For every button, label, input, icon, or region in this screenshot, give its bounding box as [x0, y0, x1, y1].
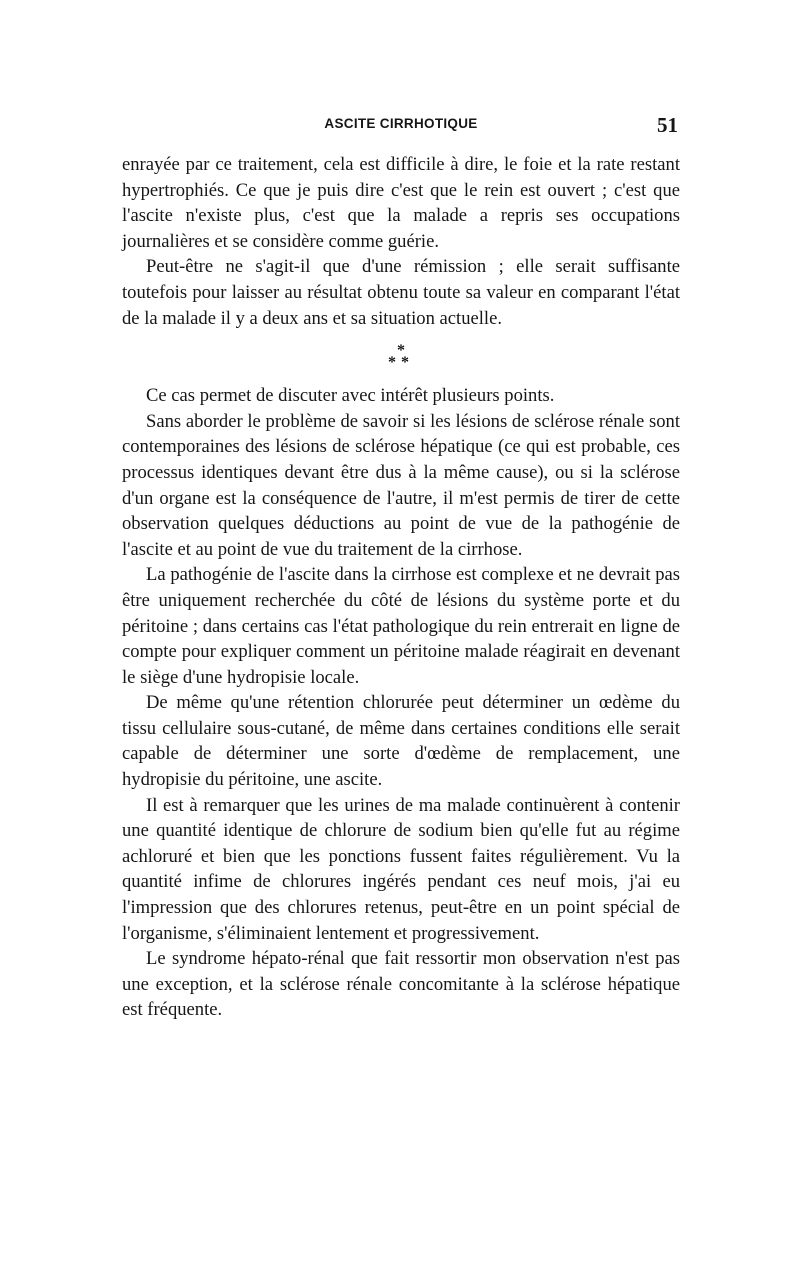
asterism-top: * [397, 342, 405, 360]
paragraph: enrayée par ce traitement, cela est difficile à dire, le foie et la rate restant hypertrophiés. Ce que je puis dire c'est que le rein est ouvert ; c'est que l'ascite n'existe plus, c'est que la malade a repris ses occupations journalières et se considère comme guérie. [122, 154, 680, 252]
section-separator-asterism [122, 331, 680, 383]
running-title: ASCITE CIRRHOTIQUE [324, 116, 478, 131]
paragraph: Ce cas permet de discuter avec intérêt plusieurs points. [146, 385, 555, 407]
paragraph: Le syndrome hépato-rénal que fait ressortir mon observation n'est pas une exception, et la sclérose rénale concomitante à la sclérose hépatique est fréquente. [122, 948, 680, 1021]
asterism-bottom: ** [388, 354, 414, 372]
paragraph: De même qu'une rétention chlorurée peut déterminer un œdème du tissu cellulaire sous-cutané, de même dans certaines conditions elle serait capable de déterminer une sorte d'œdème de remplacement, une hydropisie du péritoine, une ascite. [122, 692, 680, 791]
paragraph: Il est à remarquer que les urines de ma malade continuèrent à contenir une quantité identique de chlorure de sodium bien qu'elle fut au régime achloruré et bien que les ponctions fussent faites régulièrement. Vu la quantité infime de chlorures ingérés pendant ces neuf mois, j'ai eu l'impression que des chlorures retenus, peut-être en un point spécial de l'organisme, s'éliminaient lentement et progressivement. [122, 794, 680, 944]
paragraph: Peut-être ne s'agit-il que d'une rémission ; elle serait suffisante toutefois pour laisser au résultat obtenu toute sa valeur en comparant l'état de la malade il y a deux ans et sa situation actuelle. [122, 256, 680, 329]
paragraph: La pathogénie de l'ascite dans la cirrhose est complexe et ne devrait pas être uniquement recherchée du côté de lésions du système porte et du péritoine ; dans certains cas l'état pathologique du rein entrerait en ligne de compte pour expliquer comment un péritoine malade réagirait en devenant le siège d'une hydropisie locale. [122, 564, 680, 688]
body-text [122, 152, 680, 1023]
paragraph: Sans aborder le problème de savoir si les lésions de sclérose rénale sont contemporaines des lésions de sclérose hépatique (ce qui est probable, ces processus identiques devant être dus à la même cause), ou si la sclérose d'un organe est la conséquence de l'autre, il m'est permis de tirer de cette observation quelques déductions au point de vue de la pathogénie de l'ascite et au point de vue du traitement de la cirrhose. [122, 410, 680, 560]
page-number: 51 [657, 113, 678, 137]
running-head [122, 113, 680, 138]
